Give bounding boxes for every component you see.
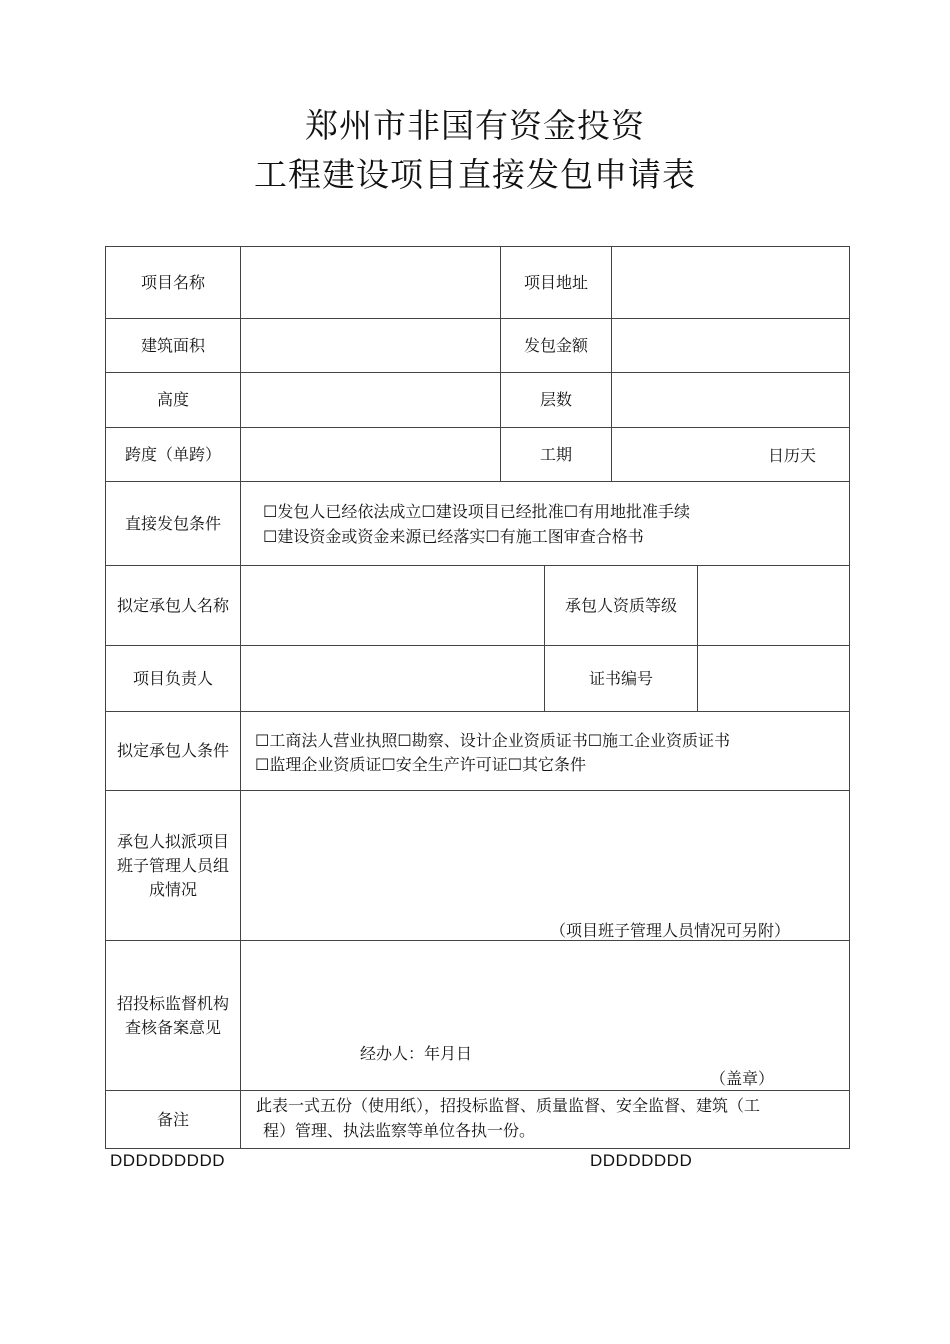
project-lead-label: 项目负责人	[132, 668, 213, 688]
certificate-no-label: 证书编号	[588, 668, 653, 688]
remarks-line1: 此表一式五份（使用纸），招投标监督、质量监督、安全监督、建筑（工	[256, 1096, 761, 1115]
contractor-name-field[interactable]	[241, 566, 544, 645]
remarks-label: 备注	[156, 1109, 189, 1129]
contractor-grade-field[interactable]	[698, 566, 849, 645]
contractor-grade-label: 承包人资质等级	[564, 595, 677, 615]
direct-conditions-line1[interactable]: ☐发包人已经依法成立☐建设项目已经批准☐有用地批准手续	[263, 502, 691, 521]
contract-amount-field[interactable]	[612, 319, 849, 372]
supervision-label: 招投标监督机构查核备案意见	[116, 993, 229, 1037]
team-note: （项目班子管理人员情况可另附）	[550, 921, 791, 940]
contractor-name-label: 拟定承包人名称	[116, 595, 229, 615]
direct-conditions-label: 直接发包条件	[124, 513, 221, 533]
contractor-conditions-line2[interactable]: ☐监理企业资质证☐安全生产许可证☐其它条件	[255, 755, 587, 774]
contract-amount-label: 发包金额	[523, 335, 588, 355]
building-area-label: 建筑面积	[140, 335, 205, 355]
contractor-conditions-label: 拟定承包人条件	[116, 741, 229, 760]
project-name-label: 项目名称	[140, 272, 205, 292]
team-label: 承包人拟派项目班子管理人员组成情况	[116, 831, 229, 899]
certificate-no-field[interactable]	[698, 646, 849, 711]
floors-label: 层数	[539, 390, 572, 409]
footer-right-text: DDDDDDDD	[590, 1151, 693, 1170]
height-field[interactable]	[241, 373, 500, 427]
handler-text: 经办人：年月日	[360, 1044, 473, 1063]
form-title-line1: 郑州市非国有资金投资	[305, 106, 645, 145]
span-label: 跨度（单跨）	[124, 444, 221, 464]
form-title-line2: 工程建设项目直接发包申请表	[254, 155, 696, 194]
footer-left-text: DDDDDDDDD	[110, 1151, 225, 1170]
height-label: 高度	[156, 390, 189, 409]
span-field[interactable]	[241, 428, 500, 481]
seal-text: （盖章）	[710, 1069, 775, 1088]
direct-conditions-line2[interactable]: ☐建设资金或资金来源已经落实☐有施工图审查合格书	[263, 527, 644, 546]
duration-label: 工期	[539, 444, 572, 464]
building-area-field[interactable]	[241, 319, 500, 372]
floors-field[interactable]	[612, 373, 849, 427]
project-lead-field[interactable]	[241, 646, 544, 711]
remarks-line2: 程）管理、执法监察等单位各执一份。	[263, 1121, 536, 1140]
project-address-label: 项目地址	[523, 272, 588, 292]
project-name-field[interactable]	[241, 247, 500, 318]
project-address-field[interactable]	[612, 247, 849, 318]
contractor-conditions-line1[interactable]: ☐工商法人营业执照☐勘察、设计企业资质证书☐施工企业资质证书	[255, 731, 731, 750]
duration-unit: 日历天	[768, 446, 817, 465]
